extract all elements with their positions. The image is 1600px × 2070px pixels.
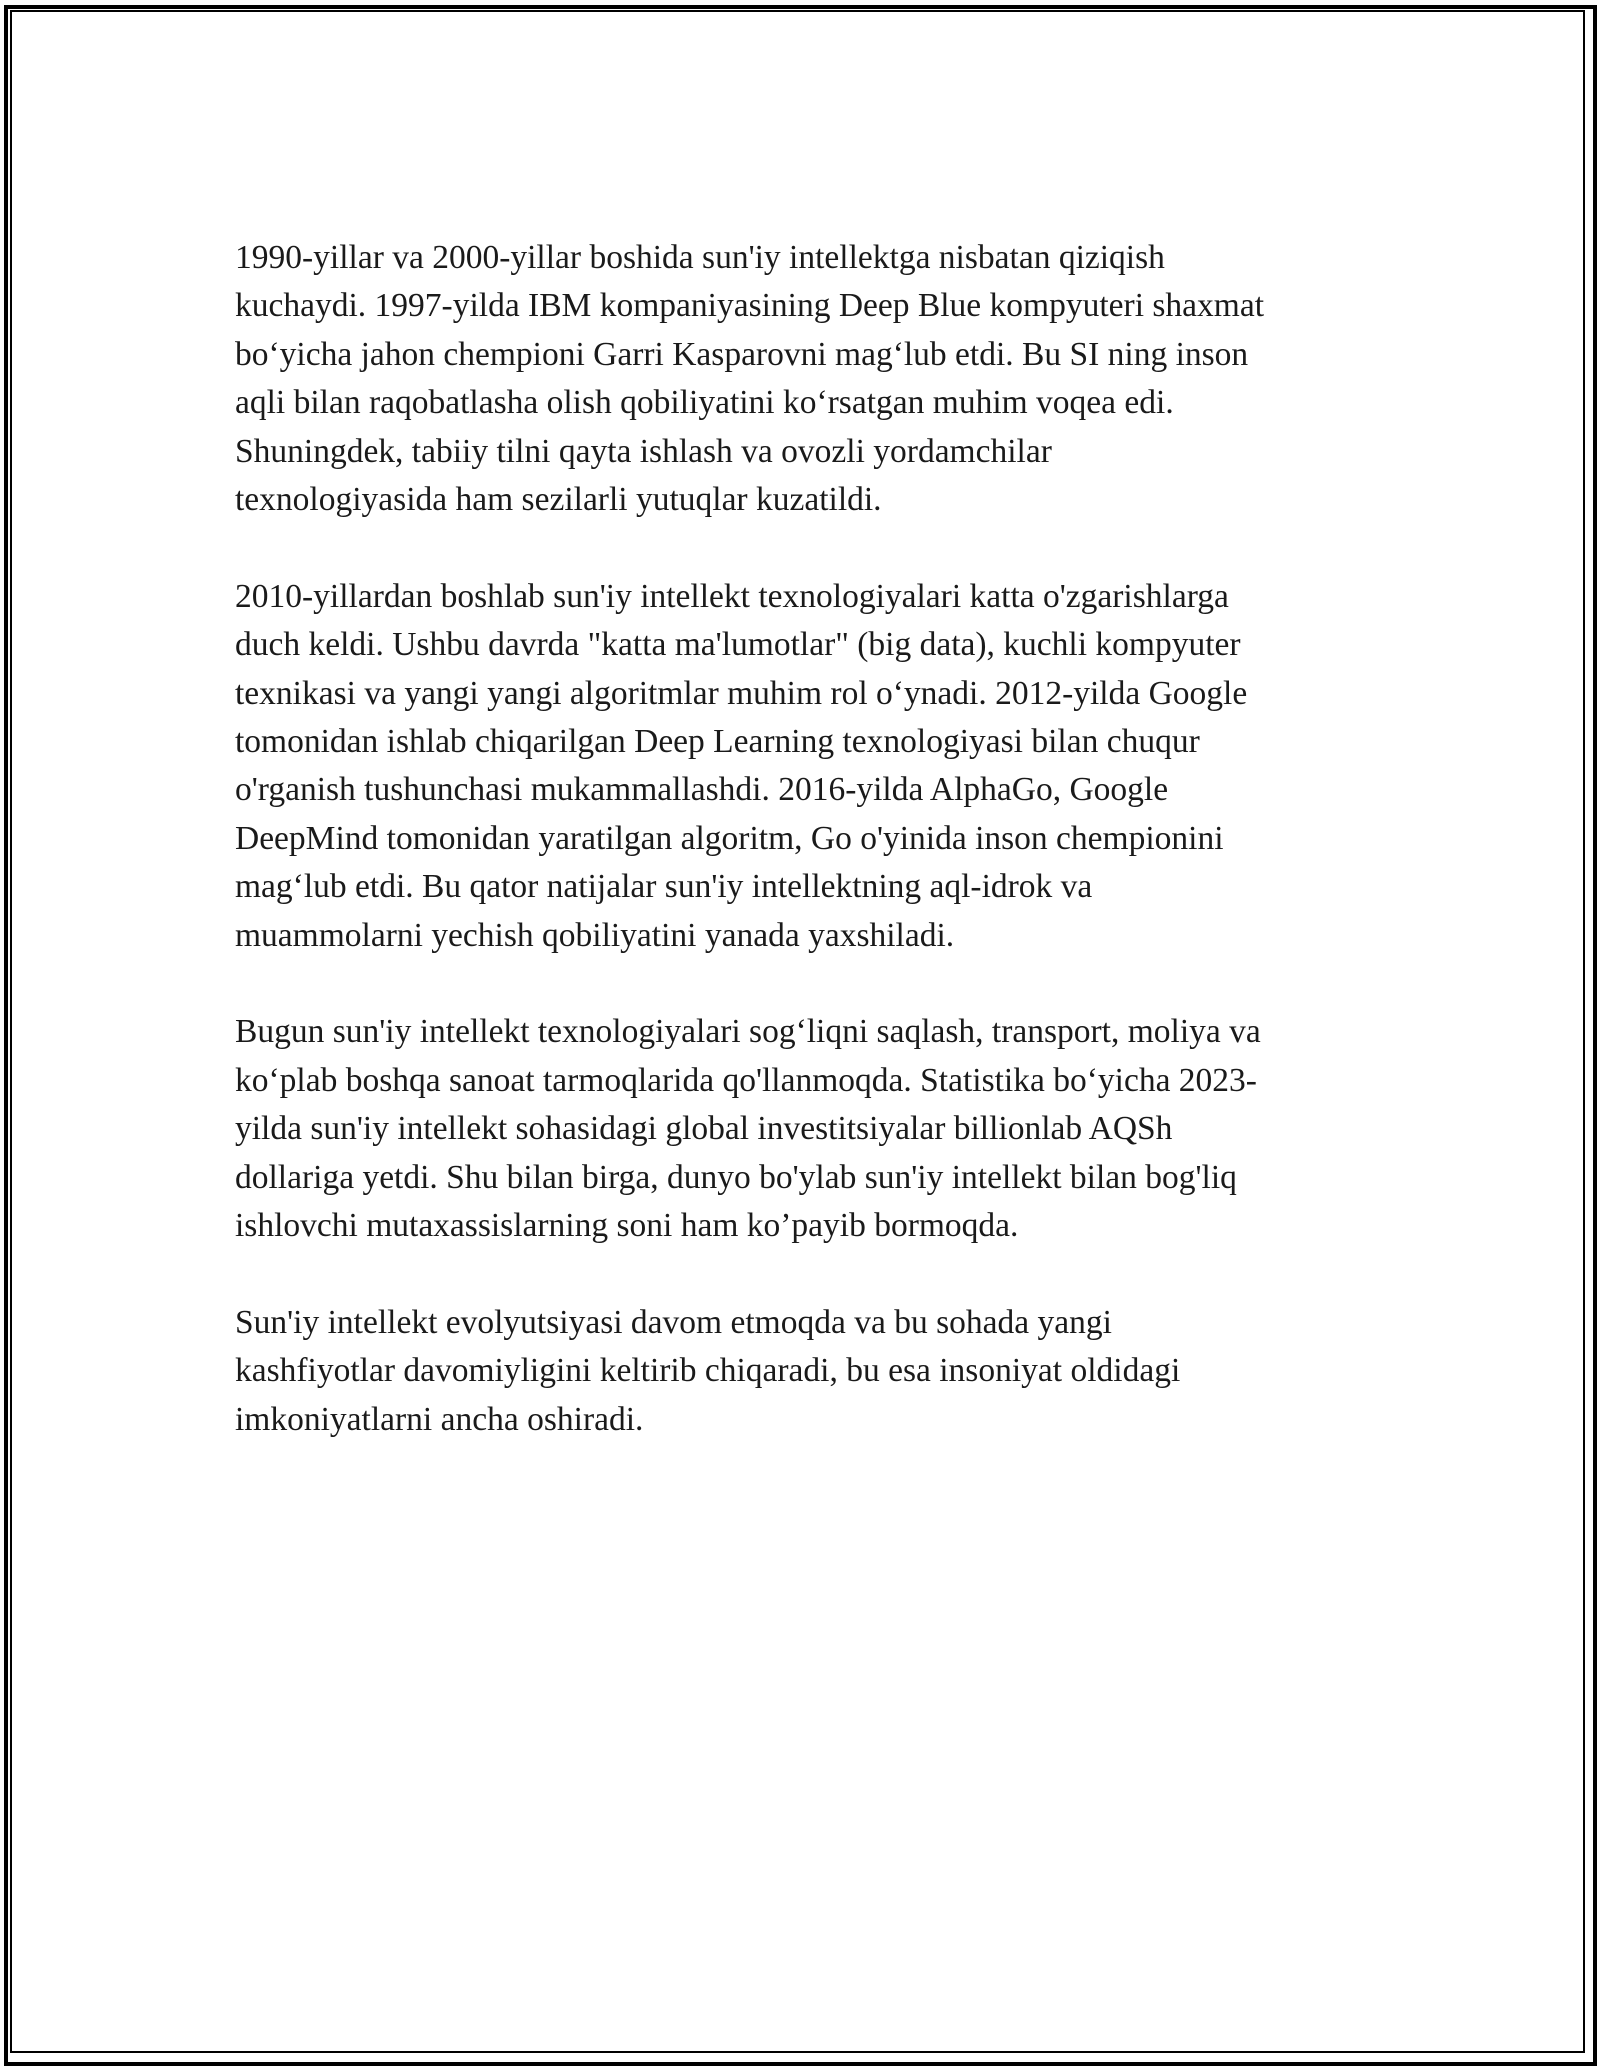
paragraph-4 [235, 1299, 1380, 1444]
text-line: dollariga yetdi. Shu bilan birga, dunyo bo'ylab sun'iy intellekt bilan bog'liq [235, 1158, 1237, 1196]
text-line: kashfiyotlar davomiyligini keltirib chiqaradi, bu esa insoniyat oldidagi [235, 1352, 1181, 1390]
text-line: 2010-yillardan boshlab sun'iy intellekt texnologiyalari katta o'zgarishlarga [235, 577, 1229, 615]
text-line: muammolarni yechish qobiliyatini yanada yaxshiladi. [235, 916, 955, 954]
text-line: imkoniyatlarni ancha oshiradi. [235, 1400, 644, 1438]
paragraph-1 [235, 234, 1380, 524]
text-line: texnologiyasida ham sezilarli yutuqlar kuzatildi. [235, 481, 882, 519]
paragraph-2 [235, 573, 1380, 960]
text-line: aqli bilan raqobatlasha olish qobiliyatini ko‘rsatgan muhim voqea edi. [235, 384, 1174, 422]
text-line: o'rganish tushunchasi mukammallashdi. 2016-yilda AlphaGo, Google [235, 771, 1169, 809]
paragraph-3 [235, 1008, 1380, 1250]
text-line: Shuningdek, tabiiy tilni qayta ishlash va ovozli yordamchilar [235, 432, 1052, 470]
text-line: ishlovchi mutaxassislarning soni ham ko’payib bormoqda. [235, 1207, 1019, 1245]
text-line: 1990-yillar va 2000-yillar boshida sun'iy intellektga nisbatan qiziqish [235, 239, 1165, 276]
text-line: Sun'iy intellekt evolyutsiyasi davom etmoqda va bu sohada yangi [235, 1303, 1112, 1341]
text-line: tomonidan ishlab chiqarilgan Deep Learning texnologiyasi bilan chuqur [235, 723, 1200, 761]
text-line: DeepMind tomonidan yaratilgan algoritm, Go o'yinida inson chempionini [235, 819, 1224, 857]
text-line: mag‘lub etdi. Bu qator natijalar sun'iy intellektning aql-idrok va [235, 868, 1093, 906]
document-body [235, 234, 1380, 1493]
text-line: texnikasi va yangi yangi algoritmlar muhim rol o‘ynadi. 2012-yilda Google [235, 674, 1248, 712]
text-line: bo‘yicha jahon chempioni Garri Kasparovni mag‘lub etdi. Bu SI ning inson [235, 335, 1249, 373]
text-line: kuchaydi. 1997-yilda IBM kompaniyasining Deep Blue kompyuteri shaxmat [235, 287, 1265, 325]
text-line: yilda sun'iy intellekt sohasidagi global investitsiyalar billionlab AQSh [235, 1110, 1173, 1148]
text-line: duch keldi. Ushbu davrda "katta ma'lumotlar" (big data), kuchli kompyuter [235, 626, 1241, 664]
text-line: Bugun sun'iy intellekt texnologiyalari sog‘liqni saqlash, transport, moliya va [235, 1013, 1261, 1051]
text-line: ko‘plab boshqa sanoat tarmoqlarida qo'llanmoqda. Statistika bo‘yicha 2023- [235, 1061, 1257, 1099]
